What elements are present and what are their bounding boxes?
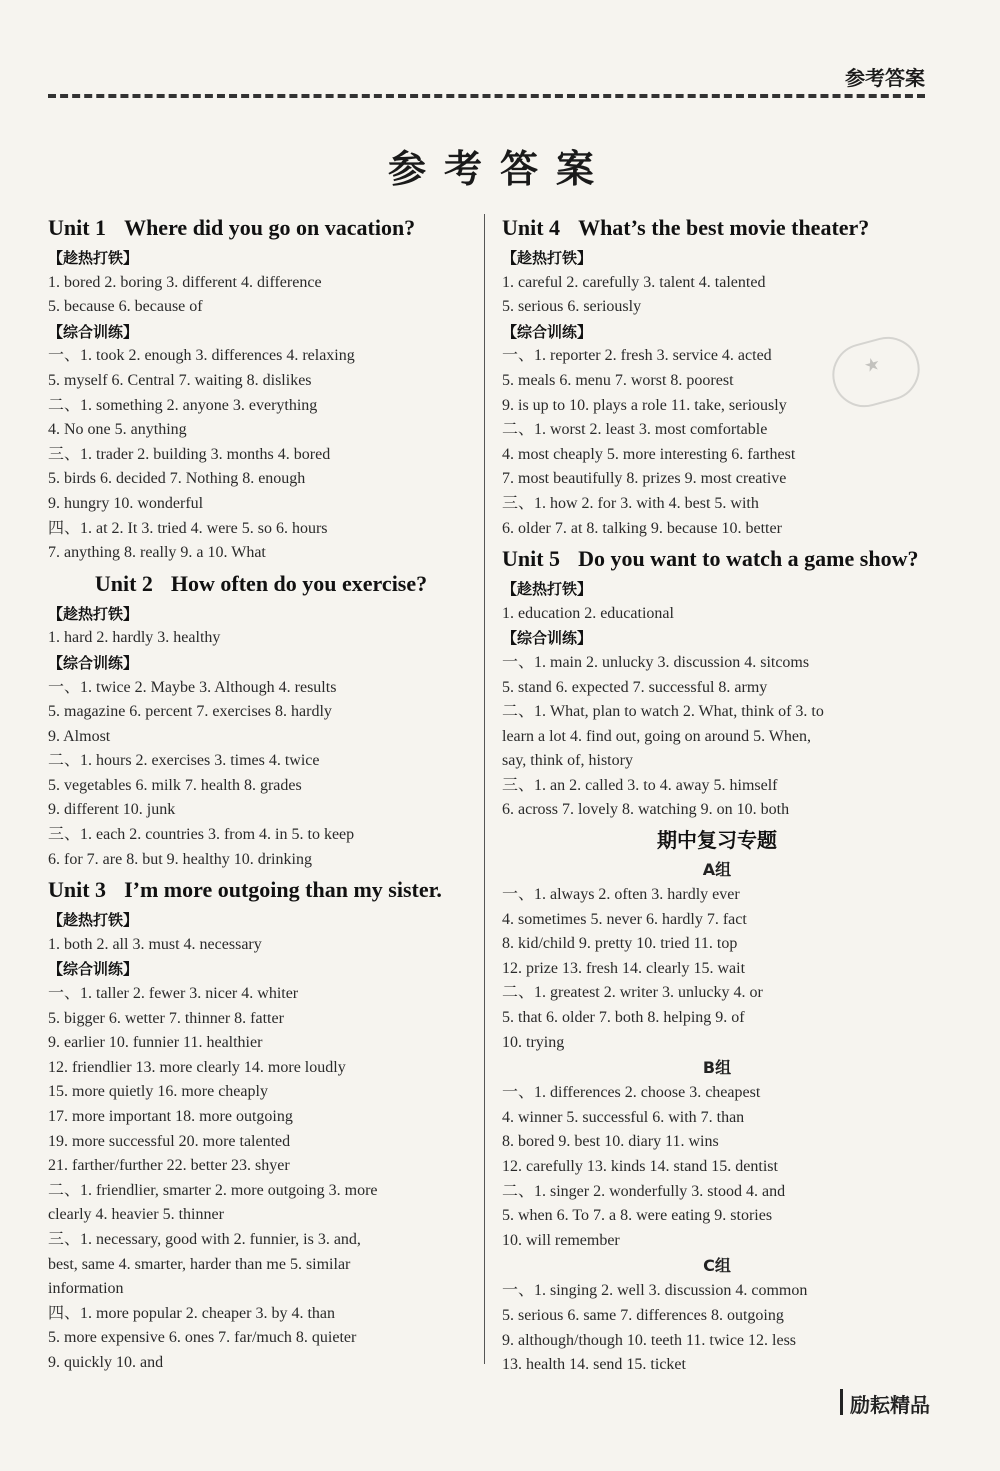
unit-3-title <box>48 872 474 908</box>
answer-line: 1. hard 2. hardly 3. healthy <box>48 629 221 647</box>
answer-line: learn a lot 4. find out, going on around 5. When, <box>502 727 811 745</box>
header-title: 参考答案 <box>845 66 925 90</box>
answer-line: 4. No one 5. anything <box>48 421 187 439</box>
footer-brand: 励耘精品 <box>850 1393 930 1417</box>
answer-line: 三、1. how 2. for 3. with 4. best 5. with <box>502 494 759 512</box>
answer-line: 6. for 7. are 8. but 9. healthy 10. drinking <box>48 850 312 868</box>
answer-line: 6. across 7. lovely 8. watching 9. on 10. both <box>502 801 790 819</box>
answer-line: 一、1. reporter 2. fresh 3. service 4. acted <box>502 347 772 365</box>
answer-line: 二、1. What, plan to watch 2. What, think of 3. to <box>502 703 824 721</box>
answer-line: 5. when 6. To 7. a 8. were eating 9. stories <box>502 1207 773 1225</box>
answer-line: 6. older 7. at 8. talking 9. because 10. better <box>502 519 782 537</box>
answer-line: 9. Almost <box>48 727 111 745</box>
answer-line: 10. will remember <box>502 1231 620 1249</box>
unit-number: Unit 2 <box>94 570 153 596</box>
answer-line: 8. kid/child 9. pretty 10. tried 11. top <box>502 935 738 953</box>
answer-line: 5. magazine 6. percent 7. exercises 8. hardly <box>48 703 332 721</box>
section-label: 【趁热打铁】 <box>48 911 139 930</box>
page-footer <box>840 1385 970 1419</box>
answer-line: 二、1. hours 2. exercises 3. times 4. twice <box>48 752 320 770</box>
answer-line: 5. serious 6. same 7. differences 8. outgoing <box>502 1306 784 1324</box>
answer-line: 4. most cheaply 5. more interesting 6. farthest <box>502 445 796 463</box>
section-label: 【综合训练】 <box>48 322 139 341</box>
answer-line: 5. that 6. older 7. both 8. helping 9. of <box>502 1009 745 1027</box>
answer-line: 4. winner 5. successful 6. with 7. than <box>502 1108 745 1126</box>
section-label: 【综合训练】 <box>502 629 593 648</box>
answer-line: 5. bigger 6. wetter 7. thinner 8. fatter <box>48 1009 284 1027</box>
answer-line: 5. stand 6. expected 7. successful 8. army <box>502 678 768 696</box>
answer-line: 三、1. each 2. countries 3. from 4. in 5. to keep <box>48 826 355 844</box>
unit-1-title <box>48 210 474 246</box>
section-label: 【趁热打铁】 <box>502 249 593 267</box>
answer-line: 9. earlier 10. funnier 11. healthier <box>48 1034 263 1052</box>
answer-line: 13. health 14. send 15. ticket <box>502 1356 686 1374</box>
answer-line: 三、1. necessary, good with 2. funnier, is 3. and, <box>48 1230 361 1248</box>
answer-line: 12. carefully 13. kinds 14. stand 15. dentist <box>502 1158 778 1175</box>
left-column <box>48 210 474 1376</box>
answer-line: 5. meals 6. menu 7. worst 8. poorest <box>502 371 734 389</box>
answer-line: 一、1. singing 2. well 3. discussion 4. common <box>502 1282 808 1300</box>
answer-line: 四、1. more popular 2. cheaper 3. by 4. than <box>48 1304 336 1322</box>
unit-number: Unit 5 <box>502 546 561 572</box>
answer-line: information <box>48 1280 124 1298</box>
answer-line: 二、1. singer 2. wonderfully 3. stood 4. and <box>502 1182 786 1200</box>
answer-line: clearly 4. heavier 5. thinner <box>48 1206 224 1224</box>
answer-line: 1. bored 2. boring 3. different 4. difference <box>48 273 322 291</box>
answer-line: 5. because 6. because of <box>48 298 203 316</box>
page-header <box>0 60 1000 104</box>
group-label: C组 <box>703 1256 731 1276</box>
unit-heading: I’m more outgoing than my sister. <box>124 877 442 903</box>
answer-line: 9. although/though 10. teeth 11. twice 12. less <box>502 1331 797 1349</box>
section-label: 【综合训练】 <box>48 960 139 979</box>
answer-line: 一、1. always 2. often 3. hardly ever <box>502 886 740 904</box>
answer-line: 12. prize 13. fresh 14. clearly 15. wait <box>502 959 746 977</box>
answer-line: 二、1. something 2. anyone 3. everything <box>48 396 318 414</box>
answer-line: 5. vegetables 6. milk 7. health 8. grades <box>48 776 302 794</box>
answer-line: 5. birds 6. decided 7. Nothing 8. enough <box>48 470 306 488</box>
answer-line: 9. quickly 10. and <box>48 1353 164 1371</box>
answer-line: 10. trying <box>502 1033 565 1051</box>
answer-line: 一、1. differences 2. choose 3. cheapest <box>502 1084 761 1102</box>
answer-line: 9. hungry 10. wonderful <box>48 494 204 512</box>
answer-line: 1. both 2. all 3. must 4. necessary <box>48 935 262 953</box>
unit-number: Unit 1 <box>48 215 107 240</box>
group-label: B组 <box>702 1058 732 1078</box>
right-column <box>502 210 932 1378</box>
answer-line: 5. serious 6. seriously <box>502 298 642 316</box>
answer-line: 一、1. taller 2. fewer 3. nicer 4. whiter <box>48 985 299 1003</box>
answer-line: 一、1. main 2. unlucky 3. discussion 4. sitcoms <box>502 653 810 671</box>
answer-line: 19. more successful 20. more talented <box>48 1132 291 1150</box>
answer-line: 1. education 2. educational <box>502 604 674 622</box>
unit-4-title <box>502 210 932 246</box>
answer-line: say, think of, history <box>502 752 633 770</box>
answer-line: 5. more expensive 6. ones 7. far/much 8. quieter <box>48 1329 357 1347</box>
unit-number: Unit 4 <box>502 215 561 240</box>
answer-line: 四、1. at 2. It 3. tried 4. were 5. so 6. hours <box>48 519 328 537</box>
answer-line: 二、1. greatest 2. writer 3. unlucky 4. or <box>502 984 763 1002</box>
section-label: 【趁热打铁】 <box>48 249 139 267</box>
midterm-review-title: 期中复习专题 <box>657 828 777 853</box>
unit-2-title <box>48 566 474 602</box>
answer-line: 8. bored 9. best 10. diary 11. wins <box>502 1133 719 1151</box>
answer-line: 15. more quietly 16. more cheaply <box>48 1083 268 1101</box>
answer-line: 1. careful 2. carefully 3. talent 4. talented <box>502 273 766 291</box>
section-label: 【综合训练】 <box>48 653 139 672</box>
header-divider <box>48 94 925 98</box>
answer-line: 二、1. friendlier, smarter 2. more outgoing 3. more <box>48 1181 378 1199</box>
unit-5-title <box>502 541 932 577</box>
column-divider <box>484 214 485 1364</box>
unit-number: Unit 3 <box>48 877 107 903</box>
star-icon: ★ <box>861 353 883 377</box>
unit-heading: Where did you go on vacation? <box>124 215 416 240</box>
answer-line: 17. more important 18. more outgoing <box>48 1108 293 1125</box>
answer-line: 三、1. trader 2. building 3. months 4. bored <box>48 445 331 463</box>
answer-line: 7. anything 8. really 9. a 10. What <box>48 544 266 562</box>
section-label: 【趁热打铁】 <box>48 604 139 623</box>
section-label: 【综合训练】 <box>502 322 593 341</box>
answer-line: 9. different 10. junk <box>48 801 176 819</box>
answer-line: best, same 4. smarter, harder than me 5. similar <box>48 1255 351 1273</box>
footer-bar <box>840 1389 843 1415</box>
answer-line: 一、1. twice 2. Maybe 3. Although 4. results <box>48 678 337 696</box>
answer-line: 7. most beautifully 8. prizes 9. most creative <box>502 470 787 488</box>
answer-line: 二、1. worst 2. least 3. most comfortable <box>502 421 768 439</box>
answer-line: 三、1. an 2. called 3. to 4. away 5. himself <box>502 776 778 794</box>
answer-line: 9. is up to 10. plays a role 11. take, seriously <box>502 396 787 414</box>
page-title: 参考答案 <box>387 147 612 191</box>
group-label: A组 <box>702 860 732 880</box>
answer-line: 21. farther/further 22. better 23. shyer <box>48 1157 290 1175</box>
unit-heading: How often do you exercise? <box>170 570 428 596</box>
section-label: 【趁热打铁】 <box>502 580 593 599</box>
unit-heading: Do you want to watch a game show? <box>578 546 919 572</box>
answer-line: 12. friendlier 13. more clearly 14. more loudly <box>48 1058 346 1076</box>
answer-line: 5. myself 6. Central 7. waiting 8. dislikes <box>48 371 312 389</box>
answer-line: 4. sometimes 5. never 6. hardly 7. fact <box>502 910 747 928</box>
unit-heading: What’s the best movie theater? <box>578 215 870 240</box>
answer-line: 一、1. took 2. enough 3. differences 4. relaxing <box>48 347 355 365</box>
